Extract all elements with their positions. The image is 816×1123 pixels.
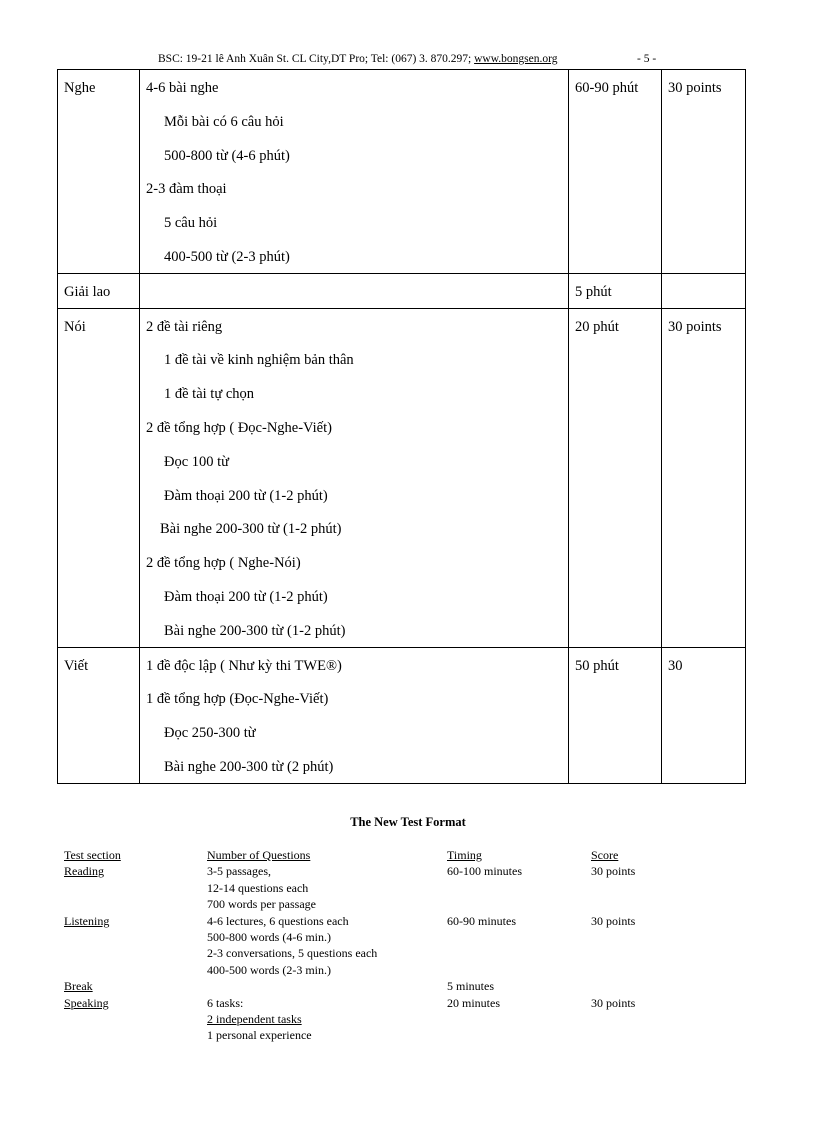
format-questions: 500-800 words (4-6 min.) — [207, 929, 331, 944]
points-cell — [662, 273, 746, 308]
table-row — [58, 308, 746, 647]
format-questions: 3-5 passages, — [207, 864, 271, 879]
content-line: 1 đề tài về kinh nghiệm bản thân — [164, 352, 354, 369]
format-score: 30 points — [591, 913, 636, 928]
content-cell — [140, 647, 569, 783]
format-timing: 60-100 minutes — [447, 864, 522, 879]
table-row — [58, 70, 746, 274]
time-cell-text: 60-90 phút — [575, 80, 639, 96]
content-empty — [140, 274, 568, 308]
content-cell — [140, 308, 569, 647]
time-cell-text: 5 phút — [575, 283, 612, 300]
time-cell-text: 20 phút — [575, 318, 619, 335]
header-text — [158, 52, 557, 66]
format-score: 30 points — [591, 864, 636, 879]
section-cell-text: Nghe — [64, 80, 96, 96]
test-structure-table — [57, 69, 746, 784]
header-contact: BSC: 19-21 lê Anh Xuân St. CL City,DT Pro; Tel: (067) 3. 870.297; — [158, 53, 475, 65]
format-timing: Timing — [447, 848, 482, 862]
format-timing: 5 minutes — [447, 979, 494, 994]
format-questions: 12-14 questions each — [207, 880, 309, 895]
content-line: Bài nghe 200-300 từ (1-2 phút) — [164, 622, 346, 639]
content-line: 500-800 từ (4-6 phút) — [164, 147, 290, 164]
content-line: Đọc 100 từ — [164, 453, 230, 470]
content-line: Đọc 250-300 từ — [164, 725, 256, 742]
new-format-title: The New Test Format — [350, 815, 466, 829]
format-questions: 1 personal experience — [207, 1028, 312, 1043]
points-cell — [662, 70, 746, 274]
format-section: Reading — [64, 864, 104, 879]
table-row — [58, 647, 746, 783]
section-cell — [58, 70, 140, 274]
page-number: - 5 - — [637, 53, 657, 65]
section-cell — [58, 273, 140, 308]
format-timing: 60-90 minutes — [447, 913, 516, 928]
time-cell — [569, 273, 662, 308]
time-cell — [569, 70, 662, 274]
content-line: 4-6 bài nghe — [146, 80, 219, 96]
format-questions: 400-500 words (2-3 min.) — [207, 962, 331, 977]
content-line: Đàm thoại 200 từ (1-2 phút) — [164, 588, 328, 605]
format-timing: 20 minutes — [447, 995, 500, 1010]
points-cell — [662, 647, 746, 783]
content-line: 1 đề độc lập ( Như kỳ thi TWE®) — [146, 657, 342, 674]
section-cell — [58, 308, 140, 647]
content-line: 2 đề tổng hợp ( Đọc-Nghe-Viết) — [146, 419, 332, 436]
content-line: Mỗi bài có 6 câu hỏi — [164, 113, 284, 130]
format-score: Score — [591, 848, 619, 862]
table-row — [58, 273, 746, 308]
format-questions: 700 words per passage — [207, 897, 316, 912]
content-cell — [140, 273, 569, 308]
header-link[interactable]: www.bongsen.org — [474, 53, 558, 65]
test-structure-body — [58, 70, 746, 784]
points-cell-text: 30 points — [668, 80, 722, 96]
time-cell-text: 50 phút — [575, 657, 619, 674]
content-line: 2-3 đàm thoại — [146, 181, 227, 198]
content-line: 2 đề tổng hợp ( Nghe-Nói) — [146, 555, 301, 572]
content-cell — [140, 70, 569, 274]
points-cell — [662, 308, 746, 647]
points-cell-text: 30 — [668, 657, 683, 674]
points-cell-text — [662, 274, 745, 308]
section-cell — [58, 647, 140, 783]
content-line: Bài nghe 200-300 từ (2 phút) — [164, 758, 334, 775]
content-line: 1 đề tài tự chọn — [164, 386, 255, 403]
format-questions: 4-6 lectures, 6 questions each — [207, 913, 349, 928]
content-line: 2 đề tài riêng — [146, 318, 223, 335]
section-cell-text: Giải lao — [64, 283, 111, 300]
format-questions: 2-3 conversations, 5 questions each — [207, 946, 378, 961]
points-cell-text: 30 points — [668, 318, 722, 335]
format-questions: 2 independent tasks — [207, 1011, 302, 1026]
time-cell — [569, 647, 662, 783]
format-score: 30 points — [591, 995, 636, 1010]
time-cell — [569, 308, 662, 647]
content-line: Đàm thoại 200 từ (1-2 phút) — [164, 487, 328, 504]
format-section: Break — [64, 979, 93, 994]
content-line: Bài nghe 200-300 từ (1-2 phút) — [160, 521, 342, 538]
content-line: 5 câu hỏi — [164, 215, 218, 232]
format-questions: Number of Questions — [207, 848, 311, 862]
format-questions: 6 tasks: — [207, 995, 244, 1010]
section-cell-text: Nói — [64, 318, 86, 335]
content-line: 1 đề tổng hợp (Đọc-Nghe-Viết) — [146, 691, 329, 708]
format-section: Test section — [64, 848, 121, 862]
content-line: 400-500 từ (2-3 phút) — [164, 248, 290, 265]
format-section: Speaking — [64, 995, 109, 1010]
format-section: Listening — [64, 913, 110, 928]
section-cell-text: Viết — [64, 657, 89, 674]
